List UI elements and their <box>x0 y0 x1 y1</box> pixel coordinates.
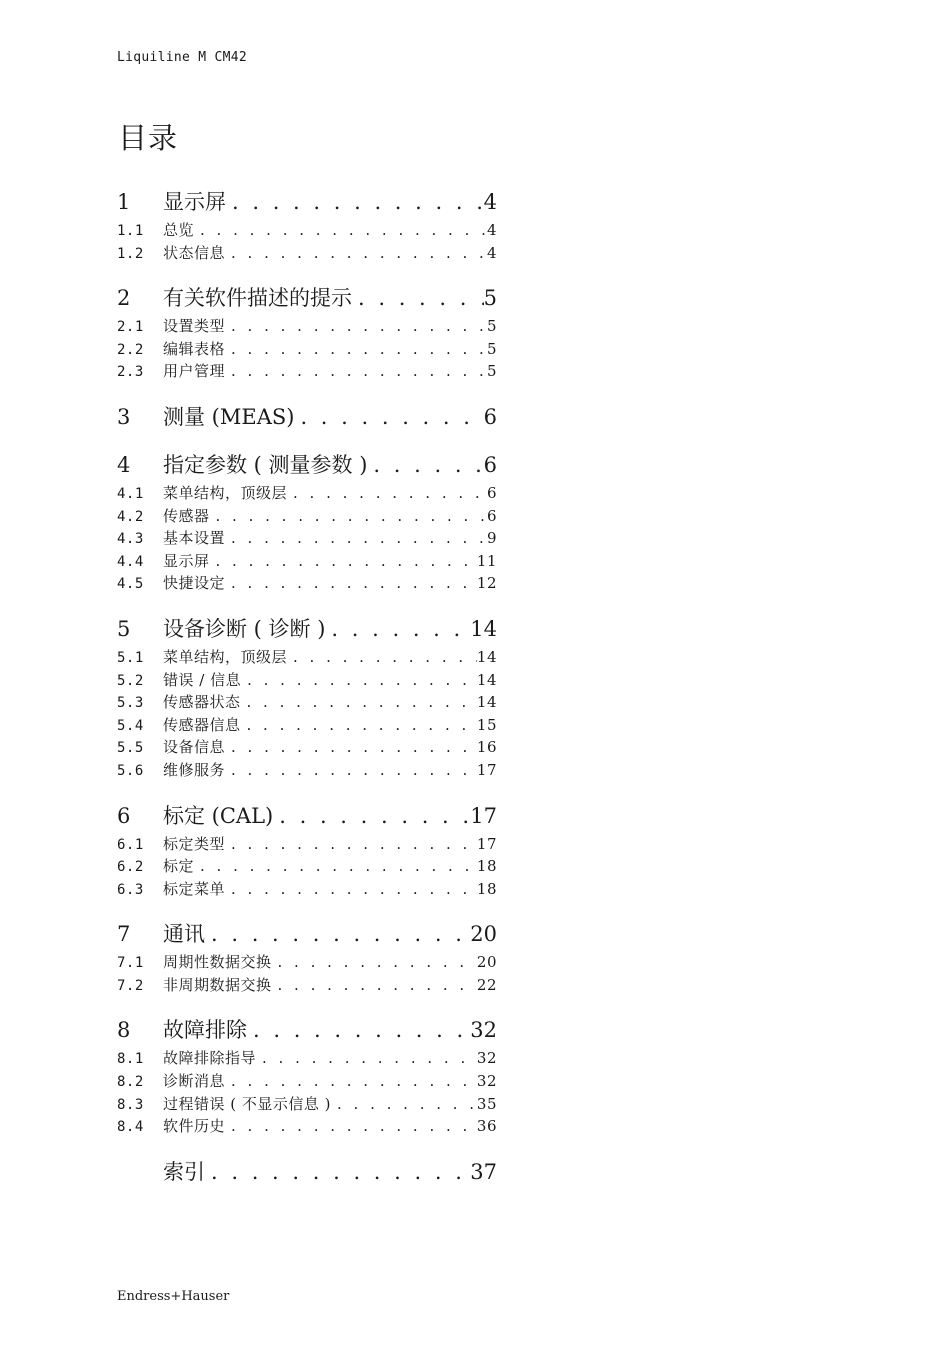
leader-dots <box>205 1160 470 1184</box>
entry-number: 6.1 <box>117 836 144 853</box>
page-number: 12 <box>476 574 497 593</box>
leader-dots <box>331 1095 477 1113</box>
entry-number: 6 <box>117 803 131 828</box>
leader-dots <box>225 362 487 380</box>
toc-section-row[interactable] <box>117 1047 497 1070</box>
entry-label: 有关软件描述的提示 <box>163 286 352 311</box>
entry-number: 8.2 <box>117 1074 144 1091</box>
page-title: 目录 <box>118 121 179 155</box>
entry-label: 菜单结构，顶级层 <box>163 647 288 666</box>
leader-dots <box>225 317 487 335</box>
leader-dots <box>226 190 484 214</box>
toc-chapter-row[interactable] <box>117 800 497 830</box>
entry-label: 用户管理 <box>163 362 226 381</box>
toc-section-row[interactable] <box>117 360 497 383</box>
entry-label: 标定菜单 <box>163 879 226 898</box>
entry-number: 8.4 <box>117 1119 144 1136</box>
entry-number: 8.3 <box>117 1096 144 1113</box>
page-number: 11 <box>476 551 497 570</box>
entry-number: 7 <box>117 922 131 947</box>
page-number: 9 <box>486 529 497 548</box>
entry-number: 2.3 <box>117 364 144 381</box>
toc-section-row[interactable] <box>117 736 497 759</box>
page-number: 20 <box>470 922 497 947</box>
entry-label: 标定类型 <box>163 834 226 853</box>
entry-number: 1 <box>117 190 131 214</box>
page-number: 18 <box>476 879 497 898</box>
entry-label: 传感器信息 <box>163 715 241 734</box>
page-number: 6 <box>486 506 497 525</box>
page-number: 32 <box>476 1049 497 1068</box>
entry-label: 过程错误 ( 不显示信息 ) <box>163 1094 332 1113</box>
toc-section-row[interactable] <box>117 1070 497 1093</box>
entry-number: 2.1 <box>117 319 144 336</box>
leader-dots <box>225 880 477 898</box>
toc-chapter-row[interactable] <box>117 918 497 948</box>
entry-label: 显示屏 <box>163 190 226 214</box>
page-number: 6 <box>483 452 497 477</box>
leader-dots <box>194 221 487 239</box>
entry-number: 4 <box>117 452 131 477</box>
toc-section-row[interactable] <box>117 242 497 265</box>
entry-label: 标定 (CAL) <box>163 803 274 828</box>
page-number: 32 <box>476 1072 497 1091</box>
toc-section-row[interactable] <box>117 759 497 782</box>
leader-dots <box>352 286 484 310</box>
entry-number: 8.1 <box>117 1051 144 1068</box>
page-number: 4 <box>486 243 497 262</box>
entry-label: 状态信息 <box>163 243 226 262</box>
toc-chapter-row[interactable] <box>117 1156 497 1186</box>
page-number: 17 <box>476 760 497 779</box>
leader-dots <box>287 484 487 502</box>
toc-section-row[interactable] <box>117 833 497 856</box>
leader-dots <box>294 405 483 429</box>
entry-number: 7.1 <box>117 955 144 972</box>
entry-label: 快捷设定 <box>163 574 226 593</box>
entry-label: 传感器状态 <box>163 693 241 712</box>
page-number: 5 <box>483 286 497 311</box>
page-number: 6 <box>486 483 497 502</box>
toc-chapter-row[interactable] <box>117 401 497 431</box>
entry-label: 通讯 <box>163 922 205 947</box>
entry-number: 8 <box>117 1018 131 1043</box>
entry-number: 1.2 <box>117 245 144 262</box>
leader-dots <box>247 1018 470 1042</box>
page-number: 37 <box>470 1159 497 1184</box>
toc-section-row[interactable] <box>117 855 497 878</box>
page-number: 36 <box>476 1117 497 1136</box>
document-header: Liquiline M CM42 <box>117 50 248 65</box>
leader-dots <box>225 574 477 592</box>
entry-label: 标定 <box>163 857 195 876</box>
toc-section-row[interactable] <box>117 338 497 361</box>
page-number: 15 <box>476 715 497 734</box>
entry-number: 5.1 <box>117 649 144 666</box>
toc-chapter-row[interactable] <box>117 186 497 216</box>
leader-dots <box>205 922 470 946</box>
page-number: 14 <box>476 670 497 689</box>
toc-section-row[interactable] <box>117 878 497 901</box>
entry-number: 4.2 <box>117 508 144 525</box>
entry-number: 6.3 <box>117 881 144 898</box>
page-number: 4 <box>483 190 497 214</box>
toc-section-row[interactable] <box>117 951 497 974</box>
entry-label: 基本设置 <box>163 529 226 548</box>
entry-number: 5 <box>117 616 131 641</box>
toc-section-row[interactable] <box>117 527 497 550</box>
leader-dots <box>273 804 470 828</box>
entry-number: 5.5 <box>117 740 144 757</box>
entry-number: 6.2 <box>117 859 144 876</box>
entry-label: 设置类型 <box>163 317 226 336</box>
page-number: 22 <box>476 975 497 994</box>
entry-label: 编辑表格 <box>163 339 226 358</box>
page-number: 20 <box>476 953 497 972</box>
leader-dots <box>272 953 477 971</box>
entry-label: 诊断消息 <box>163 1072 226 1091</box>
entry-number: 4.1 <box>117 485 144 502</box>
page-number: 4 <box>486 221 497 239</box>
entry-number: 4.3 <box>117 531 144 548</box>
toc-chapter-row[interactable] <box>117 1014 497 1044</box>
leader-dots <box>367 453 483 477</box>
toc-section-row[interactable] <box>117 550 497 573</box>
leader-dots <box>225 738 477 756</box>
page-number: 18 <box>476 857 497 876</box>
entry-label: 指定参数 ( 测量参数 ) <box>163 452 368 477</box>
leader-dots <box>225 340 487 358</box>
leader-dots <box>225 529 487 547</box>
leader-dots <box>225 244 487 262</box>
leader-dots <box>225 835 477 853</box>
page-number: 14 <box>476 693 497 712</box>
entry-number: 2.2 <box>117 341 144 358</box>
toc-section-row[interactable] <box>117 646 497 669</box>
toc-section-row[interactable] <box>117 714 497 737</box>
entry-number: 7.2 <box>117 977 144 994</box>
entry-number: 2 <box>117 286 131 311</box>
page-number: 17 <box>476 834 497 853</box>
entry-number: 4.5 <box>117 576 144 593</box>
toc-chapter-row[interactable] <box>117 282 497 312</box>
page-number: 16 <box>476 738 497 757</box>
toc-section-row[interactable] <box>117 315 497 338</box>
page-number: 5 <box>486 317 497 336</box>
entry-label: 故障排除指导 <box>163 1049 257 1068</box>
entry-label: 设备信息 <box>163 738 226 757</box>
entry-label: 总览 <box>163 221 195 239</box>
leader-dots <box>241 716 477 734</box>
page-number: 6 <box>483 404 497 429</box>
leader-dots <box>194 857 477 875</box>
toc-chapter-row[interactable] <box>117 613 497 643</box>
entry-number: 1.1 <box>117 223 144 239</box>
toc-chapter-row[interactable] <box>117 449 497 479</box>
entry-label: 索引 <box>163 1159 205 1184</box>
leader-dots <box>225 761 477 779</box>
entry-label: 测量 (MEAS) <box>163 404 295 429</box>
toc-section-row[interactable] <box>117 1115 497 1138</box>
leader-dots <box>225 1117 477 1135</box>
toc-section-row[interactable] <box>117 482 497 505</box>
page-number: 5 <box>486 362 497 381</box>
leader-dots <box>210 552 477 570</box>
entry-number: 4.4 <box>117 553 144 570</box>
entry-label: 软件历史 <box>163 1117 226 1136</box>
toc-section-row[interactable] <box>117 669 497 692</box>
leader-dots <box>241 693 477 711</box>
page-number: 32 <box>470 1018 497 1043</box>
table-of-contents <box>117 186 497 1186</box>
leader-dots <box>272 976 477 994</box>
leader-dots <box>325 617 470 641</box>
leader-dots <box>287 648 477 666</box>
leader-dots <box>210 507 487 525</box>
entry-label: 显示屏 <box>163 551 210 570</box>
entry-number: 5.2 <box>117 672 144 689</box>
leader-dots <box>225 1072 477 1090</box>
toc-section-row[interactable] <box>117 572 497 595</box>
entry-number: 5.3 <box>117 695 144 712</box>
entry-label: 设备诊断 ( 诊断 ) <box>163 616 326 641</box>
entry-label: 周期性数据交换 <box>163 953 272 972</box>
toc-section-row[interactable] <box>117 219 497 242</box>
toc-section-row[interactable] <box>117 974 497 997</box>
entry-number: 5.6 <box>117 762 144 779</box>
page-number: 14 <box>476 647 497 666</box>
page-number: 5 <box>486 339 497 358</box>
entry-label: 错误 / 信息 <box>163 670 242 689</box>
leader-dots <box>241 671 477 689</box>
toc-section-row[interactable] <box>117 1093 497 1116</box>
entry-label: 维修服务 <box>163 760 226 779</box>
entry-number: 3 <box>117 404 131 429</box>
page-number: 35 <box>476 1094 497 1113</box>
entry-label: 菜单结构，顶级层 <box>163 483 288 502</box>
toc-section-row[interactable] <box>117 691 497 714</box>
entry-label: 非周期数据交换 <box>163 975 272 994</box>
entry-label: 故障排除 <box>163 1018 247 1043</box>
toc-section-row[interactable] <box>117 505 497 528</box>
leader-dots <box>256 1049 477 1067</box>
page-number: 14 <box>470 616 497 641</box>
footer-brand: Endress+Hauser <box>117 1289 230 1304</box>
page-number: 17 <box>470 803 497 828</box>
entry-label: 传感器 <box>163 506 210 525</box>
entry-number: 5.4 <box>117 717 144 734</box>
